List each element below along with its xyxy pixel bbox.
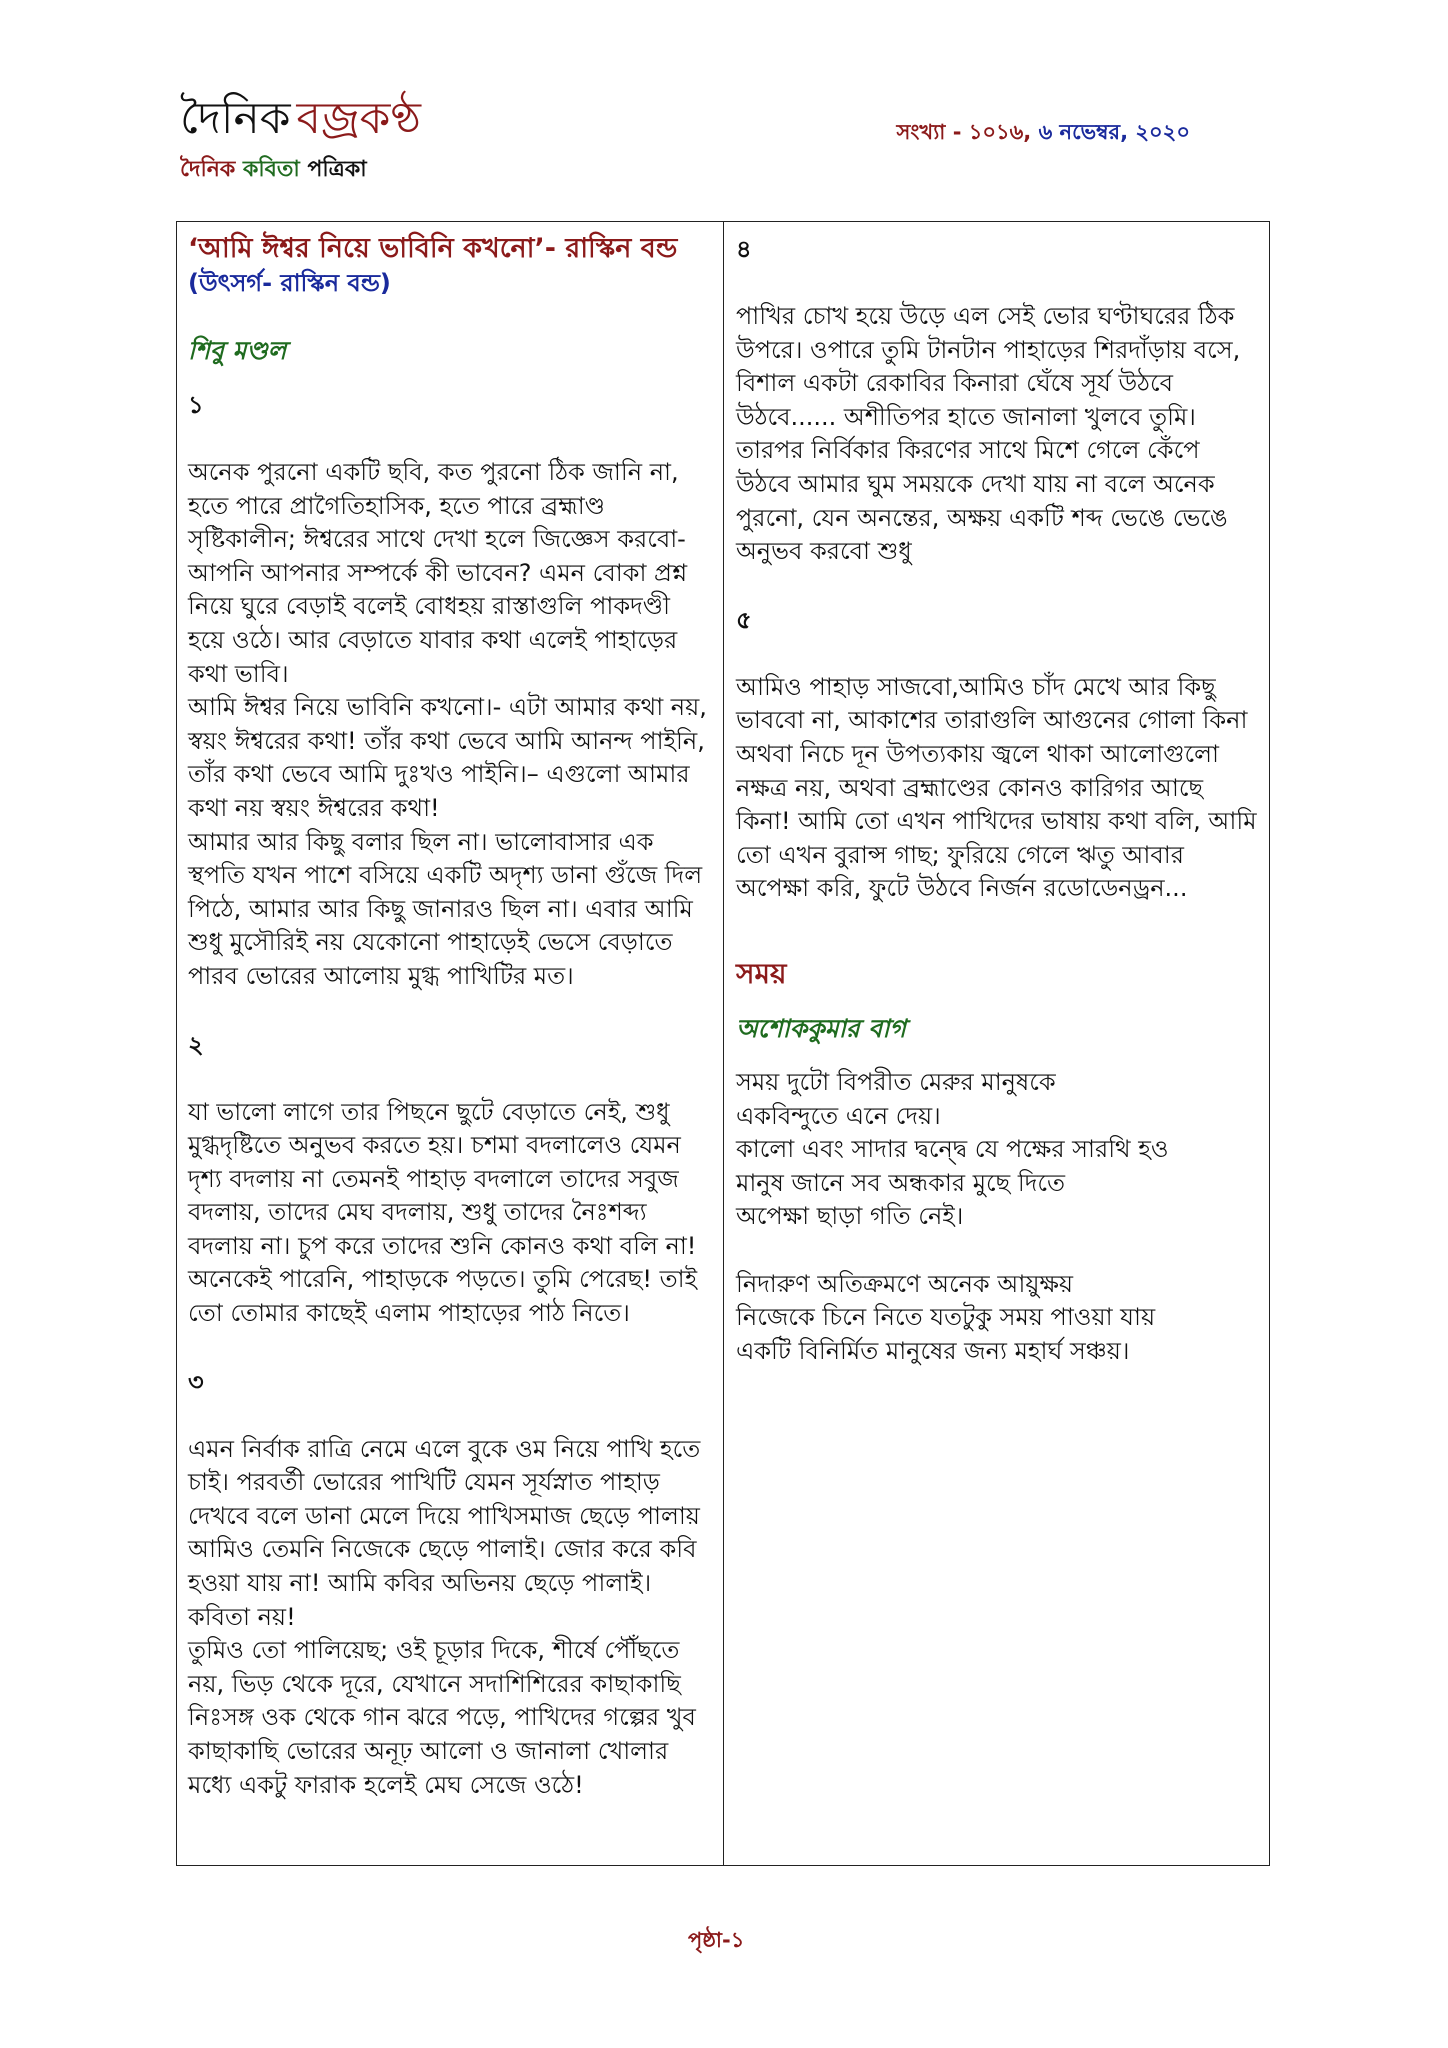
issue-date: ৬ নভেম্বর, ২০২০ xyxy=(1038,120,1190,144)
section-text: অনেক পুরনো একটি ছবি, কত পুরনো ঠিক জানি না, হতে পারে প্রাগৈতিহাসিক, হতে পারে ব্রহ্মাণ্ড সৃষ্টিকালীন; ঈশ্বরের সাথে দেখা হলে জিজ্ঞেস করবো- আপনি আপনার সম্পর্কে কী ভাবেন? এমন বোকা প্রশ্ন নিয়ে ঘুরে বেড়াই বলেই বোধহয় রাস্তাগুলি পাকদণ্ডী হয়ে ওঠে। আর বেড়াতে যাবার কথা এলেই পাহাড়ের কথা ভাবি। আমি ঈশ্বর নিয়ে ভাবিনি কখনো।- এটা আমার কথা নয়, স্বয়ং ঈশ্বরের কথা! তাঁর কথা ভেবে আমি আনন্দ পাইনি, তাঁর কথা ভেবে আমি দুঃখও পাইনি।– এগুলো আমার কথা নয় স্বয়ং ঈশ্বরের কথা! আমার আর কিছু বলার ছিল না। ভালোবাসার এক স্থপতি যখন পাশে বসিয়ে একটি অদৃশ্য ডানা গুঁজে দিল পিঠে, আমার আর কিছু জানারও ছিল না। এবার আমি শুধু মুসৌরিই নয় যেকোনো পাহাড়েই ভেসে বেড়াতে পারব ভোরের আলোয় মুগ্ধ পাখিটির মত। xyxy=(188,458,707,990)
tagline-part-2: কবিতা xyxy=(242,157,300,182)
poem-1-title: ‘আমি ঈশ্বর নিয়ে ভাবিনি কখনো’- রাস্কিন বন্ড xyxy=(188,233,678,264)
section-text: আমিও পাহাড় সাজবো,আমিও চাঁদ মেখে আর কিছু ভাববো না, আকাশের তারাগুলি আগুনের গোলা কিনা অথবা নিচে দূন উপত্যকায় জ্বলে থাকা আলোগুলো নক্ষত্র নয়, অথবা ব্রহ্মাণ্ডের কোনও কারিগর আছে কিনা! আমি তো এখন পাখিদের ভাষায় কথা বলি, আমি তো এখন বুরান্স গাছ; ফুরিয়ে গেলে ঋতু আবার অপেক্ষা করি, ফুটে উঠবে নির্জন রডোডেনড্রন... xyxy=(736,672,1257,903)
left-column xyxy=(188,232,708,1802)
section-text: পাখির চোখ হয়ে উড়ে এল সেই ভোর ঘণ্টাঘরের ঠিক উপরে। ওপারে তুমি টানটান পাহাড়ের শিরদাঁড়ায় বসে, বিশাল একটা রেকাবির কিনারা ঘেঁষে সূর্য উঠবে উঠবে...... অশীতিপর হাতে জানালা খুলবে তুমি। তারপর নির্বিকার কিরণের সাথে মিশে গেলে কেঁপে উঠবে আমার ঘুম সময়কে দেখা যায় না বলে অনেক পুরনো, যেন অনন্তের, অক্ষয় একটি শব্দ ভেঙে ভেঙে অনুভব করবো শুধু xyxy=(736,302,1241,566)
section-number: ৩ xyxy=(188,1367,204,1396)
page-number: পৃষ্ঠা-১ xyxy=(688,1928,745,1952)
newspaper-logo xyxy=(180,92,421,146)
tagline xyxy=(180,152,421,189)
section-number: ২ xyxy=(188,1030,204,1059)
tagline-part-3: পত্রিকা xyxy=(307,157,367,182)
poem-2-stanza-2: নিদারুণ অতিক্রমণে অনেক আয়ুক্ষয় নিজেকে চিনে নিতে যতটুকু সময় পাওয়া যায় একটি বিনির্মিত মানুষের জন্য মহার্ঘ সঞ্চয়। xyxy=(736,1269,1156,1366)
section-text: যা ভালো লাগে তার পিছনে ছুটে বেড়াতে নেই, শুধু মুগ্ধদৃষ্টিতে অনুভব করতে হয়। চশমা বদলালেও যেমন দৃশ্য বদলায় না তেমনই পাহাড় বদলালে তাদের সবুজ বদলায়, তাদের মেঘ বদলায়, শুধু তাদের নৈঃশব্দ্য বদলায় না। চুপ করে তাদের শুনি কোনও কথা বলি না! অনেকেই পারেনি, পাহাড়কে পড়তে। তুমি পেরেছ! তাই তো তোমার কাছেই এলাম পাহাড়ের পাঠ নিতে। xyxy=(188,1097,698,1328)
poem-1-author: শিবু মণ্ডল xyxy=(188,336,287,365)
poem-2-title: সময় xyxy=(736,956,787,990)
section-text: এমন নির্বাক রাত্রি নেমে এলে বুকে ওম নিয়ে পাখি হতে চাই। পরবর্তী ভোরের পাখিটি যেমন সূর্যস্নাত পাহাড় দেখবে বলে ডানা মেলে দিয়ে পাখিসমাজ ছেড়ে পালায় আমিও তেমনি নিজেকে ছেড়ে পালাই। জোর করে কবি হওয়া যায় না! আমি কবির অভিনয় ছেড়ে পালাই। কবিতা নয়! তুমিও তো পালিয়েছ; ওই চূড়ার দিকে, শীর্ষে পৌঁছতে নয়, ভিড় থেকে দূরে, যেখানে সদাশিশিরের কাছাকাছি নিঃসঙ্গ ওক থেকে গান ঝরে পড়ে, পাখিদের গল্পের খুব কাছাকাছি ভোরের অনূঢ় আলো ও জানালা খোলার মধ্যে একটু ফারাক হলেই মেঘ সেজে ওঠে! xyxy=(188,1434,701,1799)
section-number: ১ xyxy=(188,391,204,419)
section-number: ৫ xyxy=(736,605,752,634)
issue-info xyxy=(897,116,1191,151)
poem-2-stanza-1: সময় দুটো বিপরীত মেরুর মানুষকে একবিন্দুতে এনে দেয়। কালো এবং সাদার দ্বন্দ্বে যে পক্ষের সারথি হও মানুষ জানে সব অন্ধকার মুছে দিতে অপেক্ষা ছাড়া গতি নেই। xyxy=(736,1067,1169,1231)
logo-word-bajrakantha: বজ্রকণ্ঠ xyxy=(296,93,421,144)
poem-2-author: অশোককুমার বাগ xyxy=(736,1013,906,1043)
issue-number: সংখ্যা - ১০১৬, xyxy=(896,120,1032,144)
right-column xyxy=(736,232,1258,1369)
column-divider xyxy=(723,221,724,1866)
poem-1-dedication: (উৎসর্গ- রাস্কিন বন্ড) xyxy=(188,269,391,297)
section-number: ৪ xyxy=(736,235,752,263)
masthead xyxy=(180,92,421,189)
logo-word-dainik: দৈনিক xyxy=(180,93,291,144)
tagline-part-1: দৈনিক xyxy=(180,157,236,182)
